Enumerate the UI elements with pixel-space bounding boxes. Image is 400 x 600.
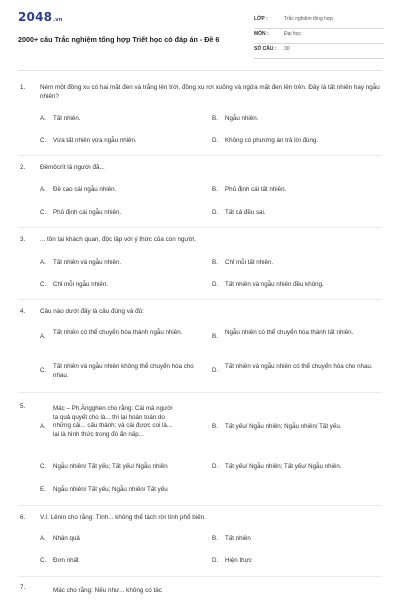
logo-domain: .vn [53, 17, 63, 23]
document-title: 2000+ câu Trắc nghiệm tổng hợp Triết học có đáp án - Đề 6 [18, 35, 220, 44]
option-text: Không có phương án trả lời đúng. [225, 137, 319, 144]
question-separator [18, 227, 382, 228]
option-letter: B. [212, 535, 218, 542]
option-letter: B. [212, 423, 218, 430]
option-text: Đề cao cái ngẫu nhiên. [53, 186, 117, 193]
option-letter: D. [212, 367, 219, 374]
option-text: Ngẫu nhiên/ Tất yếu; Ngẫu nhiên/ Tất yếu [53, 486, 168, 493]
option-letter: C. [40, 209, 47, 216]
option-letter: B. [212, 115, 218, 122]
option-text: Tất nhiên có thể chuyển hóa thành ngẫu nhiên. [53, 329, 183, 336]
option-text: Tất nhiên [225, 535, 251, 542]
option-text: Ngẫu nhiên. [225, 115, 259, 122]
option-letter: C. [40, 367, 47, 374]
meta-value: Trắc nghiệm tổng hợp [284, 16, 333, 22]
option-letter: A. [40, 259, 46, 266]
option-text: Phủ định cái ngẫu nhiên. [53, 209, 122, 216]
option-text: Nhân quả [53, 535, 80, 542]
option-letter: D. [212, 557, 219, 564]
question-text: Đêmôcrít là người đã... [40, 164, 105, 171]
option-text: Tất nhiên và ngẫu nhiên đều không. [225, 281, 324, 288]
meta-value: 30 [284, 46, 290, 52]
option-letter: B. [212, 186, 218, 193]
question-number: 4. [20, 308, 26, 315]
option-letter: A. [40, 535, 46, 542]
option-letter: A. [40, 115, 46, 122]
question-text: Câu nào dưới đây là câu đúng và đủ: [40, 308, 144, 315]
option-letter: B. [212, 333, 218, 340]
question-number: 2. [20, 164, 26, 171]
option-letter: A. [40, 423, 46, 430]
option-text: Tất nhiên và ngẫu nhiên không thể chuyển hóa cho nhau. [53, 363, 194, 379]
option-letter: A. [40, 186, 46, 193]
question-text: Mác cho rằng: Nếu như... không có tác [53, 587, 162, 594]
meta-label: SỐ CÂU : [254, 46, 277, 52]
option-text: Tất nhiên và ngẫu nhiên có thể chuyển hóa cho nhau. [225, 363, 373, 370]
option-letter: D. [212, 209, 219, 216]
option-letter: D. [212, 463, 219, 470]
question-number: 7. [20, 584, 26, 591]
option-text: Tất nhiên. [53, 115, 81, 122]
question-text: V.I. Lênin cho rằng: Tính... không thể tách rời tính phổ biến. [40, 514, 206, 521]
meta-value: Đại học [284, 31, 301, 37]
option-text: Tất yếu/ Ngẫu nhiên; Tất yếu/ Ngẫu nhiên. [225, 463, 342, 470]
question-separator [18, 576, 382, 577]
question-separator [18, 299, 382, 300]
option-text: Mác – Ph.Ăngghen cho rằng: Cái mà người ta quả quyết cho là... thì lại hoàn toàn do những cái... cấu thành; và cái được coi là... lại là hình thức trong đó ẩn nấp... [53, 405, 173, 438]
logo-main: 2048 [18, 10, 53, 24]
option-letter: D. [212, 281, 219, 288]
question-number: 6. [20, 514, 26, 521]
meta-label: LỚP : [254, 16, 268, 22]
option-text: Ngẫu nhiên/ Tất yếu; Tất yếu/ Ngẫu nhiên [53, 463, 168, 470]
option-letter: E. [40, 486, 46, 493]
question-number: 1. [20, 84, 26, 91]
option-text: Phủ định cái tất nhiên. [225, 186, 287, 193]
question-text: Ném một đồng xu có hai mặt đen và trắng lên trời, đồng xu rơi xuống và ngửa mặt đen lên trên. Đây là tất nhiên hay ngẫu nhiên? [40, 84, 380, 100]
option-letter: D. [212, 137, 219, 144]
question-text: ... tồn tại khách quan, độc lập với ý thức của con người. [40, 236, 197, 243]
question-number: 3. [20, 236, 26, 243]
option-text: Đơn nhất [53, 557, 79, 564]
option-letter: C. [40, 137, 47, 144]
option-text: Tất cả đều sai. [225, 209, 266, 216]
question-separator [18, 505, 382, 506]
option-text: Ngẫu nhiên có thể chuyển hóa thành tất nhiên. [225, 329, 354, 336]
option-letter: A. [40, 333, 46, 340]
question-separator [18, 155, 382, 156]
option-letter: C. [40, 557, 47, 564]
option-text: Tất nhiên và ngẫu nhiên. [53, 259, 122, 266]
option-text: Tất yếu/ Ngẫu nhiên; Ngẫu nhiên/ Tất yếu. [225, 423, 342, 430]
option-text: Chỉ mỗi ngẫu nhiên. [53, 281, 109, 288]
question-number: 5. [20, 403, 26, 410]
option-text: Vừa tất nhiên vừa ngẫu nhiên. [53, 137, 137, 144]
meta-label: MÔN : [254, 31, 269, 37]
option-letter: C. [40, 463, 47, 470]
option-text: Hiện thực [225, 557, 252, 564]
option-letter: B. [212, 259, 218, 266]
option-text: Chỉ mỗi tất nhiên. [225, 259, 274, 266]
question-separator [18, 392, 382, 393]
option-letter: C. [40, 281, 47, 288]
